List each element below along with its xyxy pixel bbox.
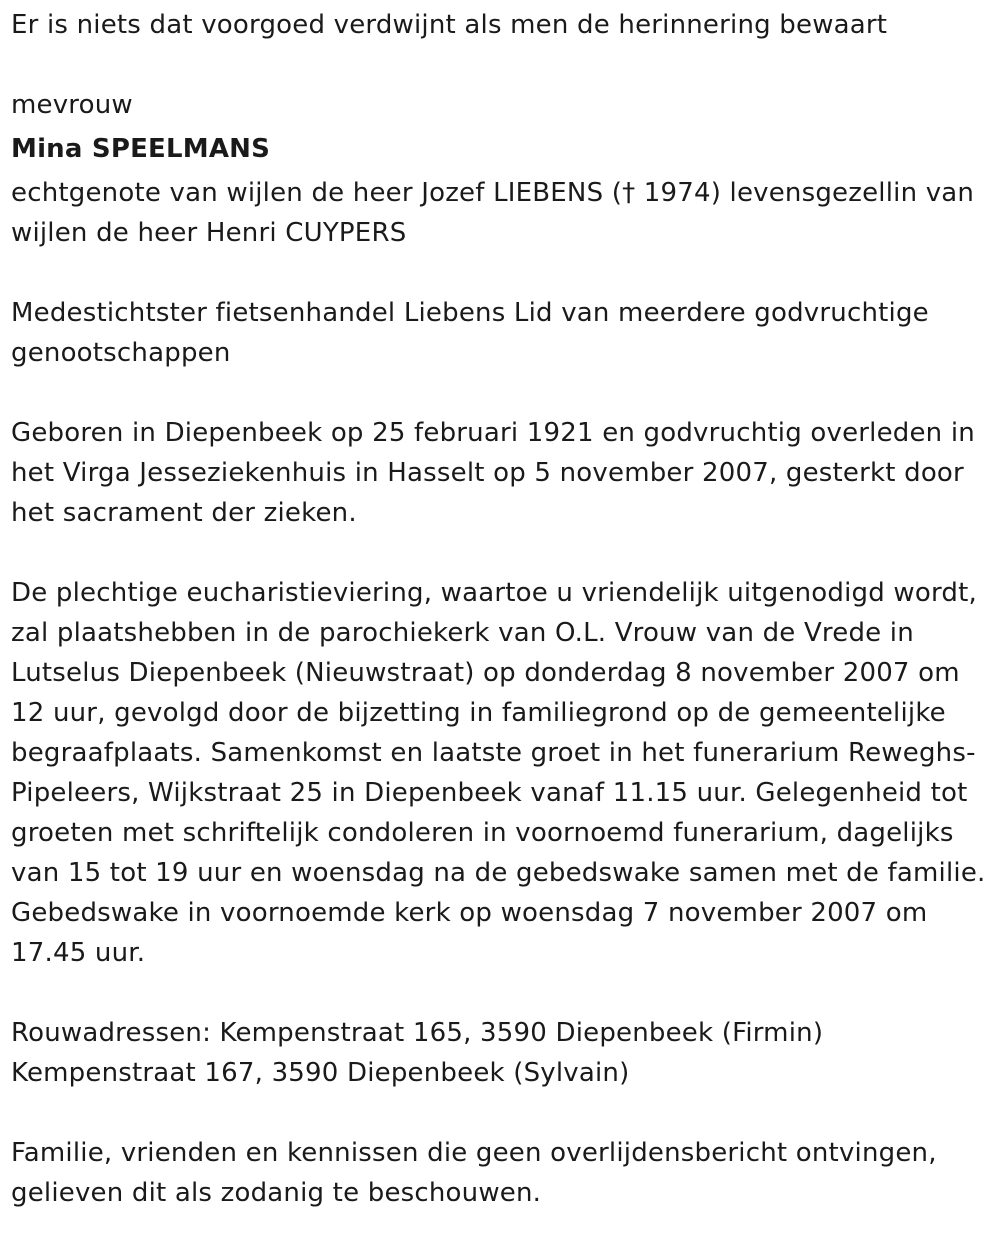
ceremony-paragraph: De plechtige eucharistieviering, waartoe u vriendelijk uitgenodigd wordt, zal plaatshebben in de parochiekerk van O.L. Vrouw van de Vrede in Lutselus Diepenbeek (Nieuwstraat) op donderdag 8 november 2007 om 12 uur, gevolgd door de bijzetting in familiegrond op de gemeentelijke begraafplaats. Samenkomst en laatste groet in het funerarium Reweghs-Pipeleers, Wijkstraat 25 in Diepenbeek vanaf 11.15 uur. Gelegenheid tot groeten met schriftelijk condoleren in voornoemd funerarium, dagelijks van 15 tot 19 uur en woensdag na de gebedswake samen met de familie. Gebedswake in voornoemde kerk op woensdag 7 november 2007 om 17.45 uur. xyxy=(11,578,986,968)
affiliations-paragraph: Medestichtster fietsenhandel Liebens Lid van meerdere godvruchtige genootschappen xyxy=(11,298,929,368)
address-line-2: Kempenstraat 167, 3590 Diepenbeek (Sylvain) xyxy=(11,1058,630,1088)
spacer xyxy=(11,533,1000,573)
cross-icon: † xyxy=(622,178,636,208)
motto: Er is niets dat voorgoed verdwijnt als men de herinnering bewaart xyxy=(11,10,888,40)
birth-death-paragraph: Geboren in Diepenbeek op 25 februari 1921 en godvruchtig overleden in het Virga Jesseziekenhuis in Hasselt op 5 november 2007, gesterkt door het sacrament der zieken. xyxy=(11,418,975,528)
deceased-name: Mina SPEELMANS xyxy=(11,134,271,164)
spacer xyxy=(11,373,1000,413)
relation-after-cross: 1974) levensgezellin van wijlen de heer Henri CUYPERS xyxy=(11,178,975,248)
address-line-1: Rouwadressen: Kempenstraat 165, 3590 Diepenbeek (Firmin) xyxy=(11,1018,824,1048)
spacer xyxy=(11,973,1000,1013)
spacer xyxy=(11,253,1000,293)
closing-paragraph: Familie, vrienden en kennissen die geen overlijdensbericht ontvingen, gelieven dit als zodanig te beschouwen. xyxy=(11,1138,937,1208)
spacer xyxy=(11,45,1000,85)
relation-before-cross: echtgenote van wijlen de heer Jozef LIEBENS ( xyxy=(11,178,623,208)
salutation: mevrouw xyxy=(11,90,133,120)
relation-text xyxy=(11,173,1000,253)
spacer xyxy=(11,1093,1000,1133)
